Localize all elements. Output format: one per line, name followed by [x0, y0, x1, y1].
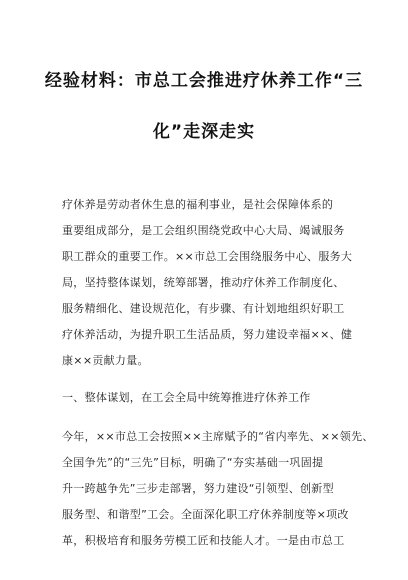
paragraph-2-line-5: 革，积极培育和服务劳模工匠和技能人才。一是由市总工	[62, 534, 345, 547]
document-title-line-1: 经验材料：市总工会推进疗休养工作“三	[44, 71, 364, 91]
paragraph-2-line-3: 升一跨越争先”三步走部署，努力建设“引领型、创新型	[62, 482, 334, 495]
paragraph-1-line-6: 疗休养活动，为提升职工生活品质，努力建设幸福××、健	[62, 328, 353, 341]
section-heading-1: 一、整体谋划，在工会全局中统筹推进疗休养工作	[62, 391, 311, 404]
paragraph-1-line-7: 康××贡献力量。	[62, 354, 149, 367]
paragraph-2-line-2: 全国争先”的“三先”目标，明确了“夯实基础一巩固提	[62, 456, 324, 469]
paragraph-2-line-1: 今年，××市总工会按照××主席赋予的“省内率先、××领先、	[62, 430, 374, 443]
document-title-line-2: 化”走深走实	[152, 122, 256, 142]
paragraph-1-line-2: 重要组成部分，是工会组织围绕党政中心大局、竭诚服务	[62, 224, 345, 237]
paragraph-1-line-1: 疗休养是劳动者休生息的福利事业，是社会保障体系的	[62, 198, 334, 211]
paragraph-2-line-4: 服务型、和谐型”工会。全面深化职工疗休养制度等×项改	[62, 508, 349, 521]
paragraph-1-line-3: 职工群众的重要工作。××市总工会围绕服务中心、服务大	[62, 250, 353, 263]
paragraph-1-line-5: 服务精细化、建设规范化，有步骤、有计划地组织好职工	[62, 302, 345, 315]
paragraph-1-line-4: 局，坚持整体谋划，统筹部署，推动疗休养工作制度化、	[62, 276, 345, 289]
